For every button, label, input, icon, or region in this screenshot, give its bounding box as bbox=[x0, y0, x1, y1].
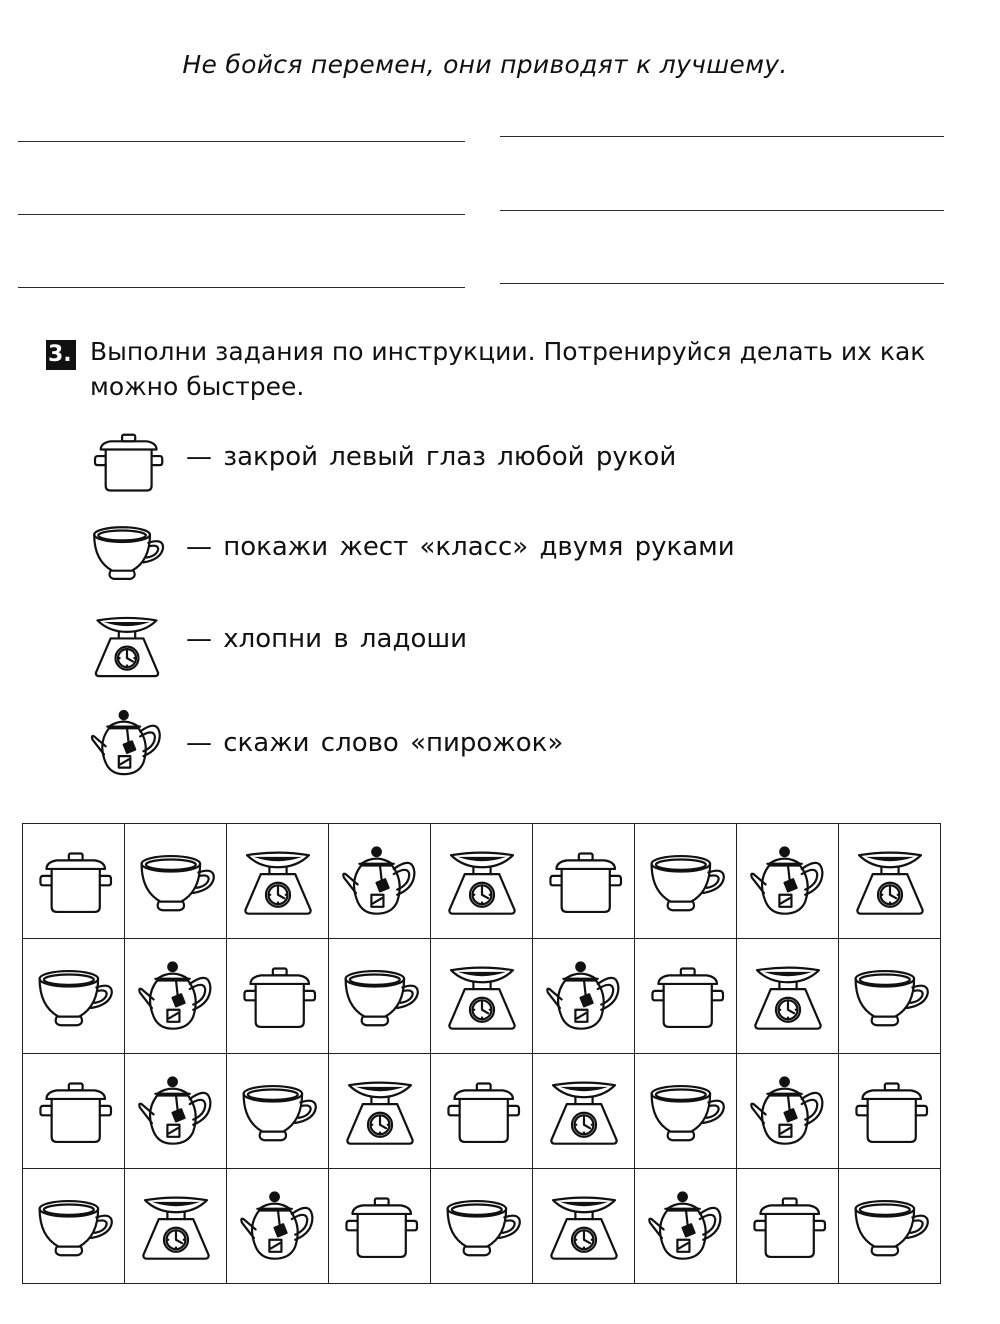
writing-line[interactable] bbox=[18, 214, 465, 215]
teapot-icon bbox=[133, 1068, 219, 1154]
grid-cell bbox=[737, 1169, 839, 1284]
grid-cell bbox=[125, 1054, 227, 1169]
teapot-icon bbox=[541, 953, 627, 1039]
writing-line[interactable] bbox=[500, 283, 944, 284]
grid-row bbox=[23, 1169, 941, 1284]
grid-cell bbox=[329, 824, 431, 939]
legend-text: — покажи жест «класс» двумя руками bbox=[186, 532, 735, 562]
quote-text: Не бойся перемен, они приводят к лучшему. bbox=[182, 50, 788, 79]
grid-cell bbox=[227, 824, 329, 939]
grid-row bbox=[23, 939, 941, 1054]
teapot-icon bbox=[235, 1183, 321, 1269]
teapot-icon bbox=[86, 702, 168, 784]
grid-row bbox=[23, 1054, 941, 1169]
pot-icon bbox=[745, 1183, 831, 1269]
legend-text: — закрой левый глаз любой рукой bbox=[186, 442, 677, 472]
grid-cell bbox=[23, 1169, 125, 1284]
writing-line[interactable] bbox=[18, 287, 465, 288]
cup-icon bbox=[847, 953, 933, 1039]
pot-icon bbox=[31, 1068, 117, 1154]
scale-icon bbox=[235, 838, 321, 924]
scale-icon bbox=[86, 604, 168, 686]
grid-cell bbox=[431, 1169, 533, 1284]
scale-icon bbox=[541, 1068, 627, 1154]
grid-cell bbox=[839, 824, 941, 939]
grid-cell bbox=[533, 1169, 635, 1284]
teapot-icon bbox=[643, 1183, 729, 1269]
task-instruction: Выполни задания по инструкции. Потренируйся делать их как можно быстрее. bbox=[90, 337, 926, 401]
scale-icon bbox=[133, 1183, 219, 1269]
grid-cell bbox=[125, 824, 227, 939]
grid-cell bbox=[839, 1169, 941, 1284]
writing-line[interactable] bbox=[500, 136, 944, 137]
cup-icon bbox=[31, 1183, 117, 1269]
legend-row-teapot bbox=[86, 702, 886, 784]
grid-cell bbox=[431, 1054, 533, 1169]
grid-cell bbox=[329, 1169, 431, 1284]
grid-cell bbox=[125, 1169, 227, 1284]
cup-icon bbox=[133, 838, 219, 924]
teapot-icon bbox=[133, 953, 219, 1039]
grid-cell bbox=[635, 824, 737, 939]
pot-icon bbox=[235, 953, 321, 1039]
teapot-icon bbox=[337, 838, 423, 924]
grid-cell bbox=[737, 1054, 839, 1169]
legend-row-pot bbox=[86, 420, 886, 502]
legend-text: — хлопни в ладоши bbox=[186, 624, 468, 654]
cup-icon bbox=[31, 953, 117, 1039]
writing-line[interactable] bbox=[18, 141, 465, 142]
writing-line[interactable] bbox=[500, 210, 944, 211]
grid-cell bbox=[839, 939, 941, 1054]
grid-cell bbox=[227, 939, 329, 1054]
grid-cell bbox=[431, 939, 533, 1054]
legend-text: — скажи слово «пирожок» bbox=[186, 728, 564, 758]
grid-cell bbox=[329, 1054, 431, 1169]
grid-cell bbox=[737, 824, 839, 939]
cup-icon bbox=[86, 510, 168, 592]
grid-cell bbox=[23, 824, 125, 939]
grid-cell bbox=[125, 939, 227, 1054]
grid-cell bbox=[635, 939, 737, 1054]
cup-icon bbox=[337, 953, 423, 1039]
scale-icon bbox=[847, 838, 933, 924]
scale-icon bbox=[439, 953, 525, 1039]
grid-cell bbox=[737, 939, 839, 1054]
grid-cell bbox=[533, 824, 635, 939]
scale-icon bbox=[337, 1068, 423, 1154]
cup-icon bbox=[643, 1068, 729, 1154]
legend-row-scale bbox=[86, 604, 886, 686]
grid-cell bbox=[533, 1054, 635, 1169]
grid-cell bbox=[635, 1054, 737, 1169]
grid-cell bbox=[431, 824, 533, 939]
grid-cell bbox=[635, 1169, 737, 1284]
task-number-badge: 3. bbox=[46, 340, 76, 370]
pot-icon bbox=[541, 838, 627, 924]
cup-icon bbox=[439, 1183, 525, 1269]
cup-icon bbox=[847, 1183, 933, 1269]
legend-row-cup bbox=[86, 510, 886, 592]
pot-icon bbox=[337, 1183, 423, 1269]
scale-icon bbox=[745, 953, 831, 1039]
cup-icon bbox=[235, 1068, 321, 1154]
scale-icon bbox=[541, 1183, 627, 1269]
scale-icon bbox=[439, 838, 525, 924]
pot-icon bbox=[86, 420, 168, 502]
grid-cell bbox=[839, 1054, 941, 1169]
pot-icon bbox=[643, 953, 729, 1039]
teapot-icon bbox=[745, 1068, 831, 1154]
teapot-icon bbox=[745, 838, 831, 924]
pot-icon bbox=[439, 1068, 525, 1154]
grid-row bbox=[23, 824, 941, 939]
pot-icon bbox=[31, 838, 117, 924]
cup-icon bbox=[643, 838, 729, 924]
grid-cell bbox=[329, 939, 431, 1054]
pot-icon bbox=[847, 1068, 933, 1154]
grid-cell bbox=[227, 1169, 329, 1284]
grid-cell bbox=[227, 1054, 329, 1169]
picture-grid bbox=[22, 823, 941, 1284]
grid-cell bbox=[23, 939, 125, 1054]
grid-cell bbox=[533, 939, 635, 1054]
grid-cell bbox=[23, 1054, 125, 1169]
